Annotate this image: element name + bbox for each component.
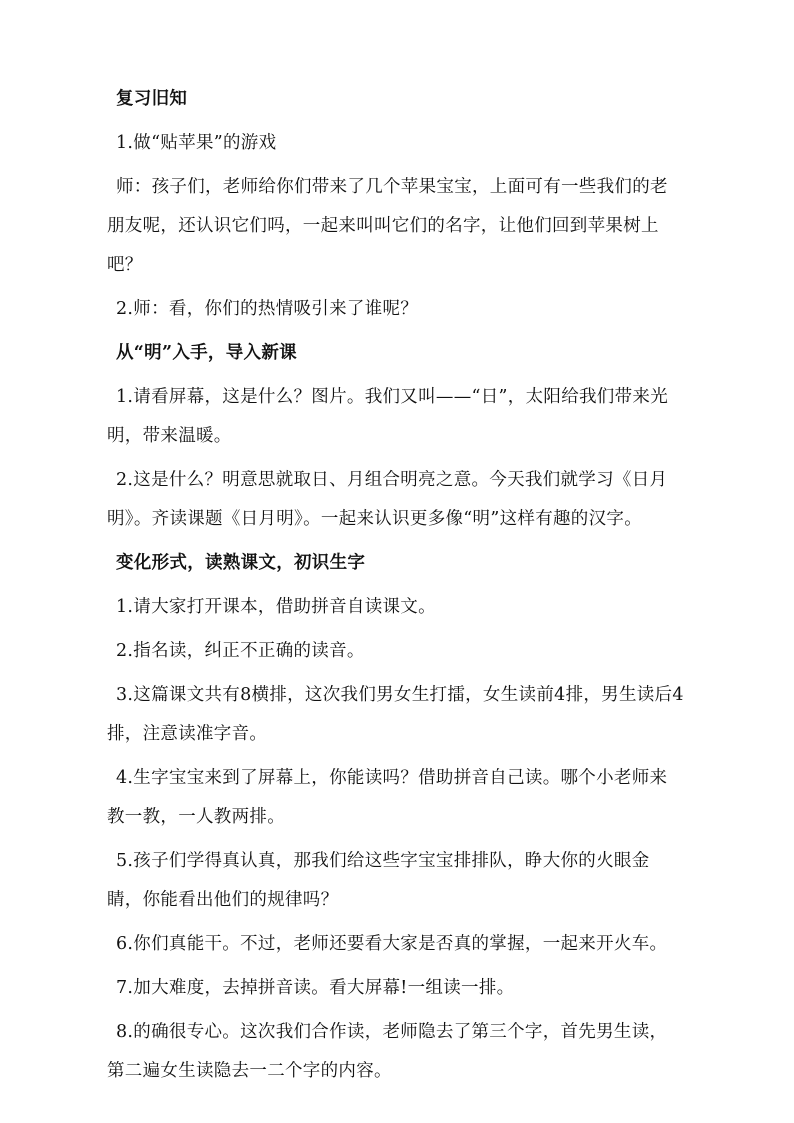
paragraph-reading-7: 7.加大难度，去掉拼音读。看大屏幕!一组读一排。 [116,978,515,998]
paragraph-review-3: 2.师：看，你们的热情吸引来了谁呢？ [116,299,419,319]
paragraph-intro-2: 2.这是什么？明意思就取日、月组合明亮之意。今天我们就学习《日月明》。齐读课题《日月明》。一起来认识更多像“明”这样有趣的汉字。 [107,470,668,529]
paragraph-review-2: 师：孩子们，老师给你们带来了几个苹果宝宝，上面可有一些我们的老朋友呢，还认识它们吗，一起来叫叫它们的名字，让他们回到苹果树上吧？ [107,177,668,275]
paragraph-reading-5: 5.孩子们学得真认真，那我们给这些字宝宝排排队，睁大你的火眼金睛，你能看出他们的规律吗？ [107,851,650,910]
paragraph-reading-4: 4.生字宝宝来到了屏幕上，你能读吗？借助拼音自己读。哪个小老师来教一教，一人教两排。 [107,768,668,827]
section-heading-reading: 变化形式，读熟课文，初识生字 [116,553,366,573]
paragraph-reading-2: 2.指名读，纠正不正确的读音。 [116,641,365,661]
paragraph-review-1: 1.做“贴苹果”的游戏 [116,133,277,153]
section-heading-intro: 从“明”入手，导入新课 [116,343,297,363]
paragraph-reading-1: 1.请大家打开课本，借助拼音自读课文。 [116,597,436,617]
section-heading-review: 复习旧知 [116,89,188,109]
paragraph-intro-1: 1.请看屏幕，这是什么？图片。我们又叫——“日”，太阳给我们带来光明，带来温暖。 [107,387,668,446]
paragraph-reading-8: 8.的确很专心。这次我们合作读，老师隐去了第三个字，首先男生读，第二遍女生读隐去一二个字的内容。 [107,1022,668,1081]
paragraph-reading-3: 3.这篇课文共有8横排，这次我们男女生打擂，女生读前4排，男生读后4排，注意读准字音。 [107,685,684,744]
paragraph-reading-6: 6.你们真能干。不过，老师还要看大家是否真的掌握，一起来开火车。 [116,934,668,954]
